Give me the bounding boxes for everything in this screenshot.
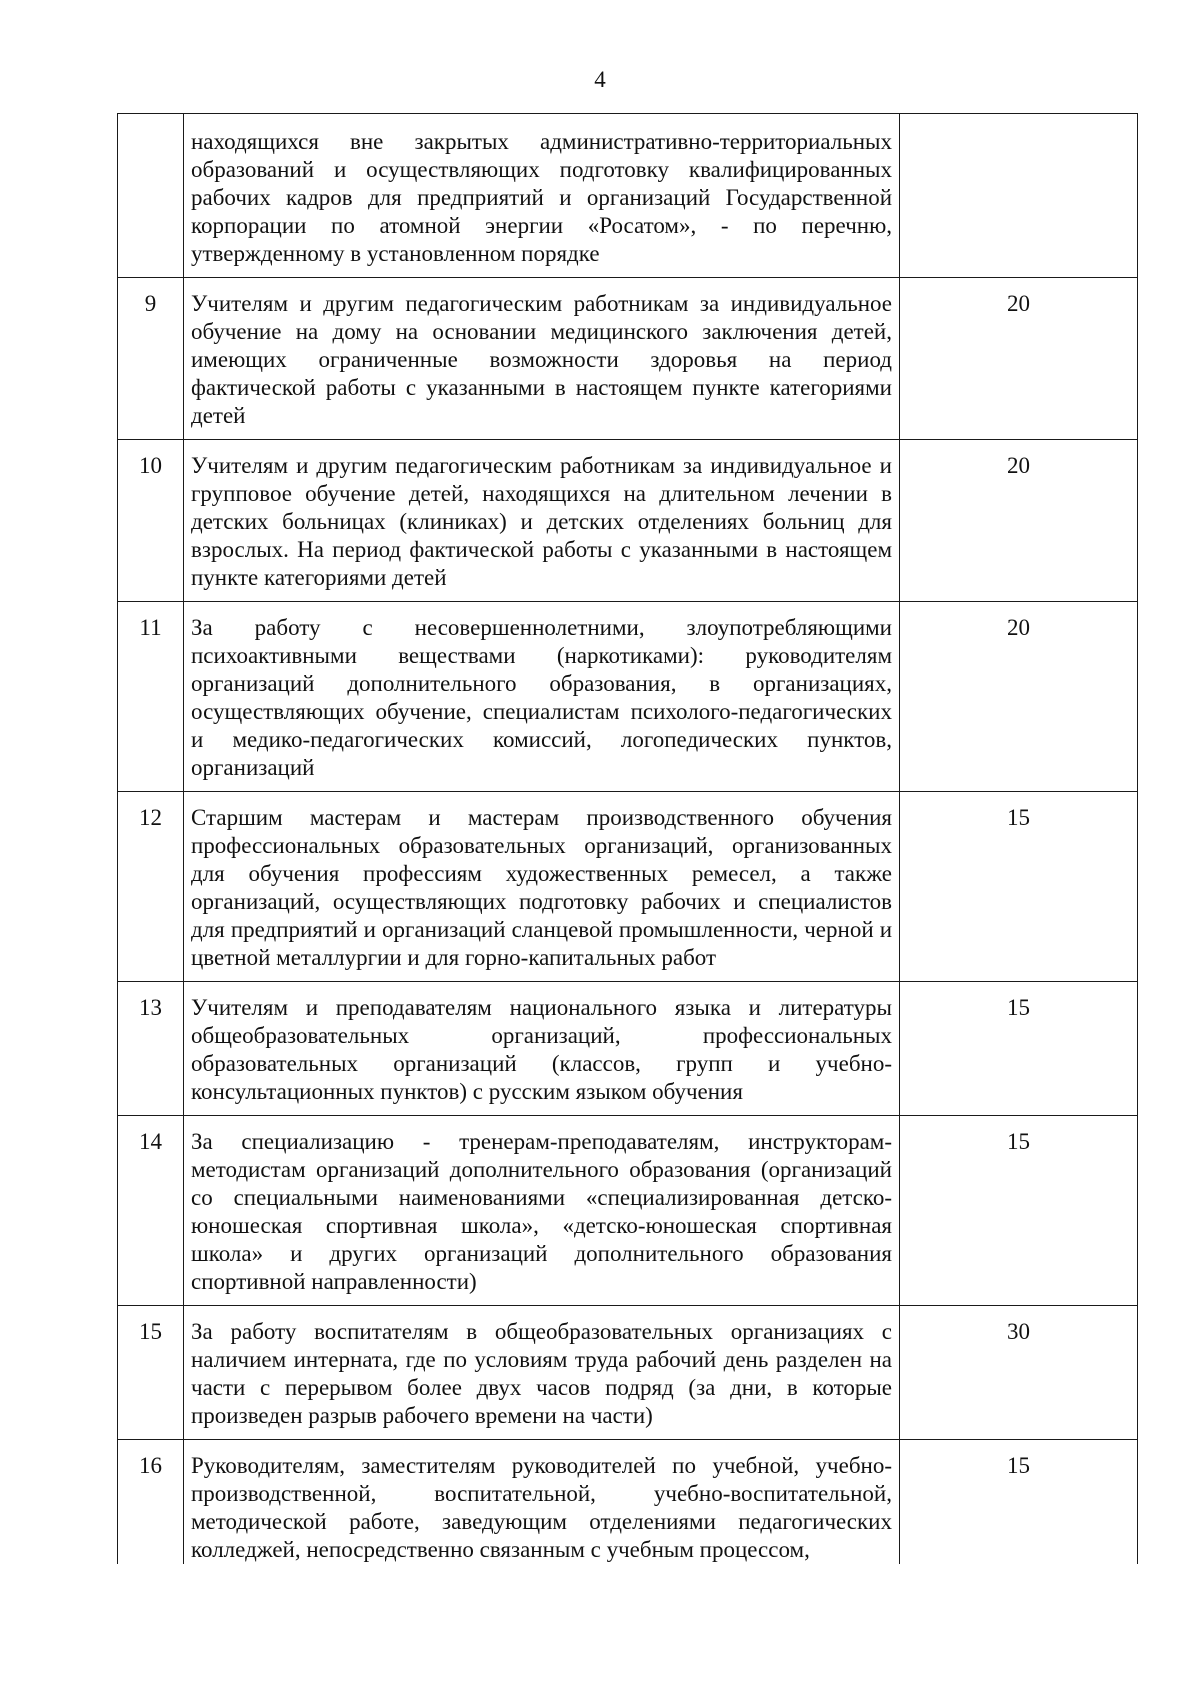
table-row — [118, 1306, 1138, 1440]
item-description-cell: находящихся вне закрытых административно-территориальных образований и осуществляющих подготовку квалифицированных рабочих кадров для предприятий и организаций Государственной корпорации по атомной энергии «Росатом», - по перечню, утвержденному в установленном порядке — [184, 114, 900, 278]
item-percent-cell — [900, 114, 1138, 278]
item-number-cell — [118, 114, 184, 278]
table-row — [118, 1116, 1138, 1306]
item-description-cell: Учителям и преподавателям национального языка и литературы общеобразовательных организаций, профессиональных образовательных организаций (классов, групп и учебно-консультационных пунктов) с русским языком обучения — [184, 982, 900, 1116]
item-number-cell: 13 — [118, 982, 184, 1116]
item-number-cell: 11 — [118, 602, 184, 792]
allowance-table — [117, 113, 1138, 1564]
item-description-cell: Учителям и другим педагогическим работникам за индивидуальное и групповое обучение детей, находящихся на длительном лечении в детских больницах (клиниках) и детских отделениях больниц для взрослых. На период фактической работы с указанными в настоящем пункте категориями детей — [184, 440, 900, 602]
item-number-cell: 12 — [118, 792, 184, 982]
item-percent-cell: 30 — [900, 1306, 1138, 1440]
item-percent-cell: 20 — [900, 440, 1138, 602]
page-number: 4 — [594, 67, 606, 92]
item-percent-cell: 15 — [900, 1116, 1138, 1306]
item-number-cell: 15 — [118, 1306, 184, 1440]
item-number-cell: 16 — [118, 1440, 184, 1565]
item-description-cell: За работу воспитателям в общеобразовательных организациях с наличием интерната, где по условиям труда рабочий день разделен на части с перерывом более двух часов подряд (за дни, в которые произведен разрыв рабочего времени на части) — [184, 1306, 900, 1440]
table-row — [118, 792, 1138, 982]
item-description-cell: За работу с несовершеннолетними, злоупотребляющими психоактивными веществами (наркотиками): руководителям организаций дополнительного образования, в организациях, осуществляющих обучение, специалистам психолого-педагогических и медико-педагогических комиссий, логопедических пунктов, организаций — [184, 602, 900, 792]
item-description-cell: Руководителям, заместителям руководителей по учебной, учебно-производственной, воспитательной, учебно-воспитательной, методической работе, заведующим отделениями педагогических колледжей, непосредственно связанным с учебным процессом, — [184, 1440, 900, 1565]
item-number-cell: 14 — [118, 1116, 184, 1306]
item-number-cell: 10 — [118, 440, 184, 602]
item-percent-cell: 15 — [900, 792, 1138, 982]
item-percent-cell: 20 — [900, 278, 1138, 440]
table-row — [118, 1440, 1138, 1565]
item-percent-cell: 15 — [900, 982, 1138, 1116]
table-row — [118, 278, 1138, 440]
item-description-cell: Учителям и другим педагогическим работникам за индивидуальное обучение на дому на основании медицинского заключения детей, имеющих ограниченные возможности здоровья на период фактической работы с указанными в настоящем пункте категориями детей — [184, 278, 900, 440]
table-row — [118, 602, 1138, 792]
item-percent-cell: 20 — [900, 602, 1138, 792]
table-row — [118, 982, 1138, 1116]
item-description-cell: Старшим мастерам и мастерам производственного обучения профессиональных образовательных организаций, организованных для обучения профессиям художественных ремесел, а также организаций, осуществляющих подготовку рабочих и специалистов для предприятий и организаций сланцевой промышленности, черной и цветной металлургии и для горно-капитальных работ — [184, 792, 900, 982]
table-row — [118, 114, 1138, 278]
table-row — [118, 440, 1138, 602]
item-number-cell: 9 — [118, 278, 184, 440]
item-description-cell: За специализацию - тренерам-преподавателям, инструкторам-методистам организаций дополнительного образования (организаций со специальными наименованиями «специализированная детско-юношеская спортивная школа», «детско-юношеская спортивная школа» и других организаций дополнительного образования спортивной направленности) — [184, 1116, 900, 1306]
item-percent-cell: 15 — [900, 1440, 1138, 1565]
